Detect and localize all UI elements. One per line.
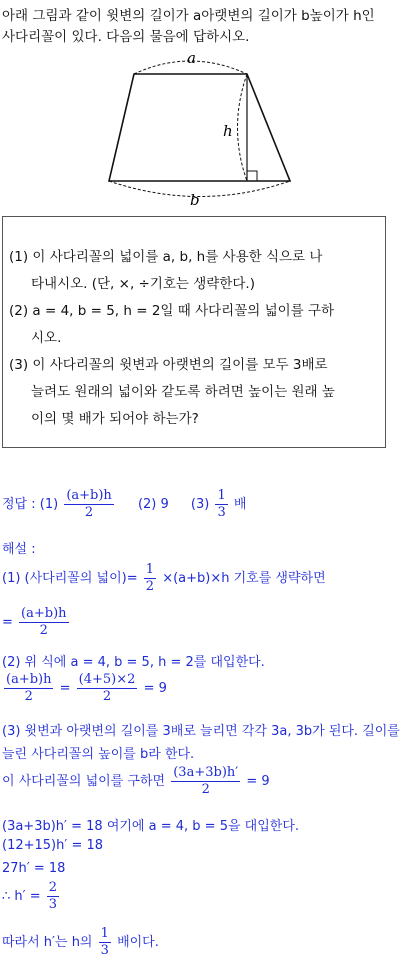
question-3-line-3: 이의 몇 배가 되어야 하는가? (31, 411, 199, 427)
step-7-denominator: 2 (201, 782, 210, 797)
question-1-line-1: (1) 이 사다리꼴의 넓이를 a, b, h를 사용한 식으로 나 (9, 249, 323, 265)
step-1-numerator: 1 (145, 562, 155, 577)
step-4-equals: = (59, 681, 71, 696)
trapezoid-diagram (100, 50, 300, 210)
step-7-fraction (171, 765, 240, 798)
step-2-prefix: = (2, 615, 13, 630)
answer-3-numerator: 1 (217, 488, 226, 503)
answer-label: 정답 : (1) (2, 497, 59, 512)
answer-1-fraction (64, 488, 113, 521)
intro-line-2: 사다리꼴이 있다. 다음의 물음에 답하시오. (2, 29, 250, 45)
label-h: h (223, 122, 233, 140)
solution-step-5: (3) 윗변과 아랫변의 길이를 3배로 늘리면 각각 3a, 3b가 된다. 길이를 (2, 724, 400, 739)
step-11-denominator: 3 (48, 897, 58, 912)
step-12-denominator: 3 (100, 943, 109, 958)
step-12-numerator: 1 (100, 926, 109, 941)
step-12-prefix: 따라서 h′는 h의 (2, 935, 93, 950)
solution-step-1 (2, 562, 326, 595)
label-a: a (187, 50, 196, 67)
solution-step-12 (2, 926, 159, 959)
step-4-denominator-1: 2 (24, 689, 33, 704)
step-12-fraction (99, 926, 111, 959)
answer-1-numerator: (a+b)h (66, 488, 112, 503)
step-7-result: = 9 (246, 774, 270, 789)
answer-1-denominator: 2 (84, 505, 94, 520)
step-4-numerator-2: (4+5)×2 (78, 672, 136, 687)
height-brace (238, 74, 248, 181)
step-11-prefix: ∴ h′ = (2, 889, 41, 904)
question-3-line-2: 늘려도 원래의 넓이와 같도록 하려면 높이는 원래 높 (31, 384, 335, 400)
answer-line (2, 488, 246, 521)
intro-line-1: 아래 그림과 같이 윗변의 길이가 a아랫변의 길이가 b높이가 h인 (2, 8, 375, 24)
step-4-fraction-1 (4, 672, 53, 705)
answer-2: (2) 9 (137, 497, 169, 512)
step-4-numerator-1: (a+b)h (6, 672, 52, 687)
solution-step-2 (2, 606, 71, 639)
step-12-suffix: 배이다. (117, 935, 159, 950)
solution-step-3: (2) 위 식에 a = 4, b = 5, h = 2를 대입한다. (2, 655, 265, 670)
step-1-denominator: 2 (145, 579, 155, 594)
step-7-numerator: (3a+3b)h′ (173, 765, 239, 780)
right-angle-mark (247, 171, 257, 181)
trapezoid-shape (109, 74, 290, 181)
answer-3-unit: 배 (233, 497, 247, 512)
step-4-fraction-2 (77, 672, 138, 705)
step-4-denominator-2: 2 (102, 689, 112, 704)
solution-step-8: (3a+3b)h′ = 18 여기에 a = 4, b = 5을 대입한다. (2, 819, 300, 834)
question-1-line-2: 타내시오. (단, ×, ÷기호는 생략한다.) (31, 276, 255, 292)
solution-step-9: (12+15)h′ = 18 (2, 838, 104, 853)
step-2-numerator: (a+b)h (21, 606, 67, 621)
question-3-line-1: (3) 이 사다리꼴의 윗변과 아랫변의 길이를 모두 3배로 (9, 357, 328, 373)
answer-3-fraction (215, 488, 227, 521)
label-b: b (190, 191, 200, 209)
solution-step-6: 늘린 사다리꼴의 높이를 b라 한다. (2, 747, 195, 762)
step-11-fraction (47, 880, 59, 913)
question-2-line-1: (2) a = 4, b = 5, h = 2일 때 사다리꼴의 넓이를 구하 (9, 303, 335, 319)
solution-step-10: 27h′ = 18 (2, 861, 66, 876)
problem-box (2, 216, 386, 448)
question-2-line-2: 시오. (31, 330, 62, 346)
step-2-fraction (19, 606, 68, 639)
step-11-numerator: 2 (48, 880, 58, 895)
solution-step-4 (2, 672, 167, 705)
explanation-label: 해설 : (2, 542, 36, 557)
step-4-result: = 9 (143, 681, 167, 696)
step-7-prefix: 이 사다리꼴의 넓이를 구하면 (2, 774, 166, 789)
step-2-denominator: 2 (39, 623, 48, 638)
step-1-fraction (144, 562, 156, 595)
answer-3-label: (3) (190, 497, 210, 512)
step-1-prefix: (1) (사다리꼴의 넓이)= (2, 571, 138, 586)
answer-3-denominator: 3 (217, 505, 226, 520)
solution-step-11 (2, 880, 61, 913)
step-1-suffix: ×(a+b)×h 기호를 생략하면 (162, 571, 326, 586)
solution-step-7 (2, 765, 270, 798)
